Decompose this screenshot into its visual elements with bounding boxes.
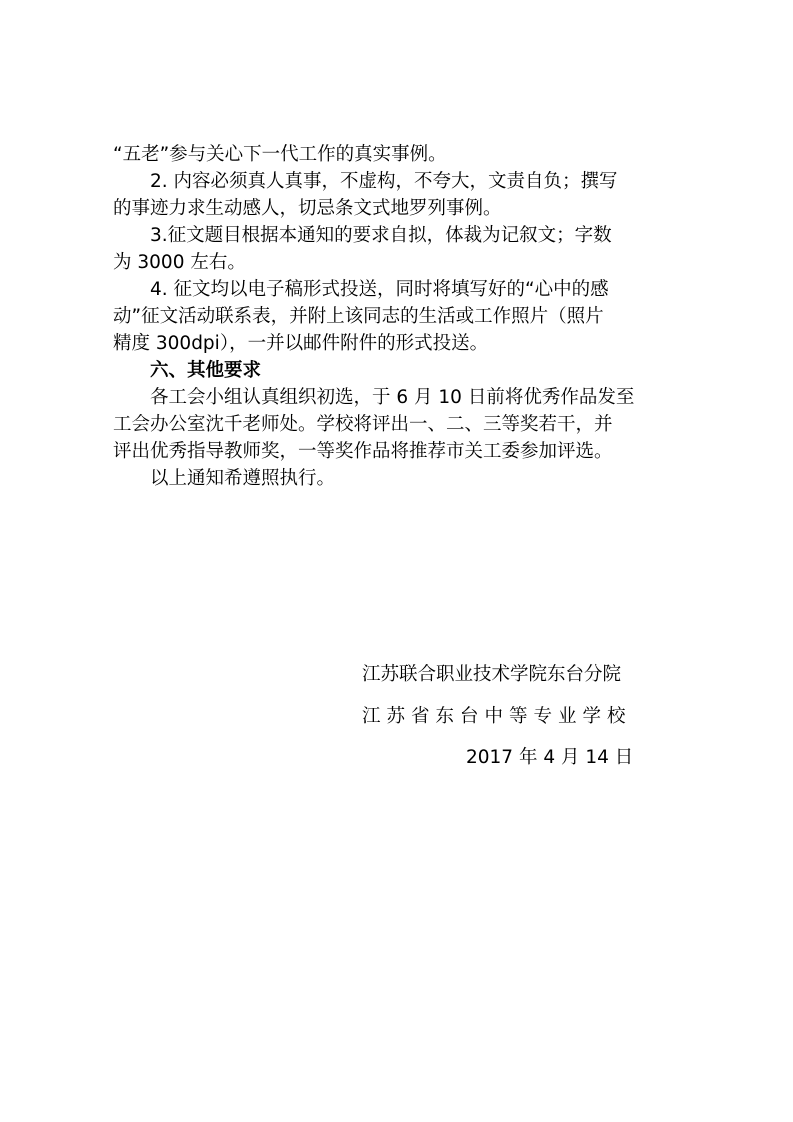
body-line: 4. 征文均以电子稿形式投送，同时将填写好的“心中的感 [150, 279, 609, 300]
body-line: 动”征文活动联系表，并附上该同志的生活或工作照片（照片 [113, 306, 604, 327]
body-line: 以上通知希遵照执行。 [150, 468, 336, 489]
body-line: “五老”参与关心下一代工作的真实事例。 [113, 144, 447, 165]
body-line: 3.征文题目根据本通知的要求自拟，体裁为记叙文；字数 [150, 225, 612, 246]
body-line: 的事迹力求生动感人，切忌条文式地罗列事例。 [113, 198, 502, 219]
body-line: 工会办公室沈千老师处。学校将评出一、二、三等奖若干，并 [113, 414, 613, 435]
signature-org-2: 江苏省东台中等专业学校 [362, 706, 632, 727]
signature-org-1: 江苏联合职业技术学院东台分院 [362, 664, 622, 685]
section-heading: 六、其他要求 [150, 360, 262, 381]
body-line: 精度 300dpi），一并以邮件附件的形式投送。 [113, 333, 489, 354]
body-line: 评出优秀指导教师奖，一等奖作品将推荐市关工委参加评选。 [113, 441, 613, 462]
body-line: 2. 内容必须真人真事，不虚构，不夸大，文责自负；撰写 [150, 171, 618, 192]
body-line: 为 3000 左右。 [113, 252, 246, 273]
body-line: 各工会小组认真组织初选，于 6 月 10 日前将优秀作品发至 [150, 387, 635, 408]
signature-date: 2017 年 4 月 14 日 [466, 747, 634, 768]
